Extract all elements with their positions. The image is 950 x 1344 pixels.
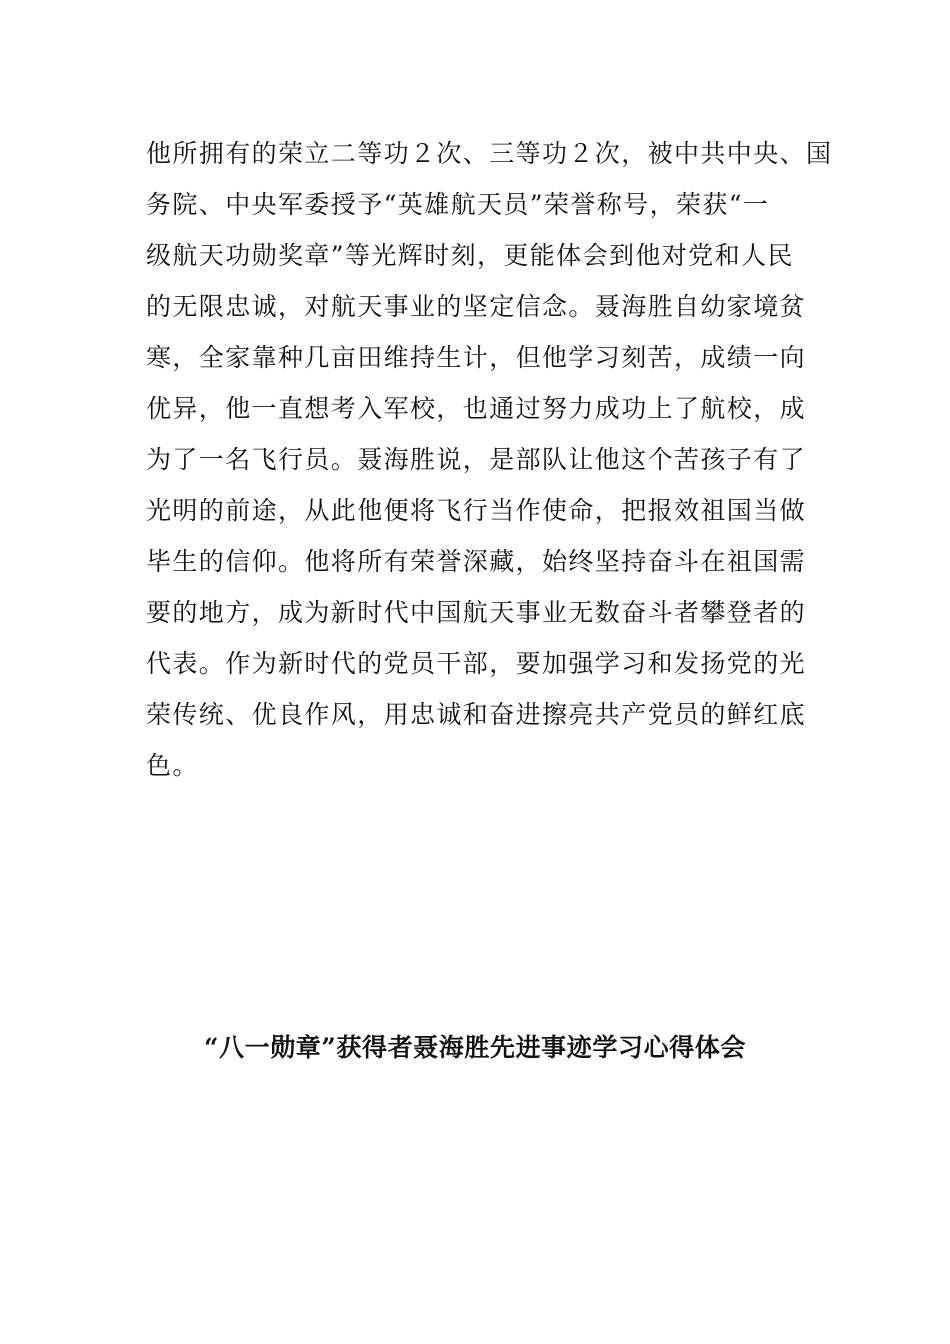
paragraph-line: 为了一名飞行员。聂海胜说，是部队让他这个苦孩子有了 — [146, 445, 807, 474]
section-title: “八一勋章”获得者聂海胜先进事迹学习心得体会 — [204, 1033, 746, 1062]
paragraph-line: 优异，他一直想考入军校，也通过努力成功上了航校，成 — [146, 394, 807, 423]
paragraph-line: 荣传统、优良作风，用忠诚和奋进擦亮共产党员的鲜红底 — [146, 700, 807, 729]
paragraph-line: 色。 — [146, 751, 199, 780]
paragraph-line: 务院、中央军委授予“英雄航天员”荣誉称号，荣获“一 — [146, 190, 770, 219]
paragraph-line: 要的地方，成为新时代中国航天事业无数奋斗者攀登者的 — [146, 598, 807, 627]
paragraph-line: 光明的前途，从此他便将飞行当作使命，把报效祖国当做 — [146, 496, 807, 525]
paragraph-line: 级航天功勋奖章”等光辉时刻，更能体会到他对党和人民 — [146, 241, 794, 270]
paragraph-line: 寒，全家靠种几亩田维持生计，但他学习刻苦，成绩一向 — [146, 343, 807, 372]
paragraph-line: 毕生的信仰。他将所有荣誉深藏，始终坚持奋斗在祖国需 — [146, 547, 807, 576]
body-paragraph — [146, 128, 833, 791]
paragraph-line: 代表。作为新时代的党员干部，要加强学习和发扬党的光 — [146, 649, 807, 678]
paragraph-line: 的无限忠诚，对航天事业的坚定信念。聂海胜自幼家境贫 — [146, 292, 807, 321]
paragraph-line: 他所拥有的荣立二等功２次、三等功２次，被中共中央、国 — [146, 139, 833, 168]
